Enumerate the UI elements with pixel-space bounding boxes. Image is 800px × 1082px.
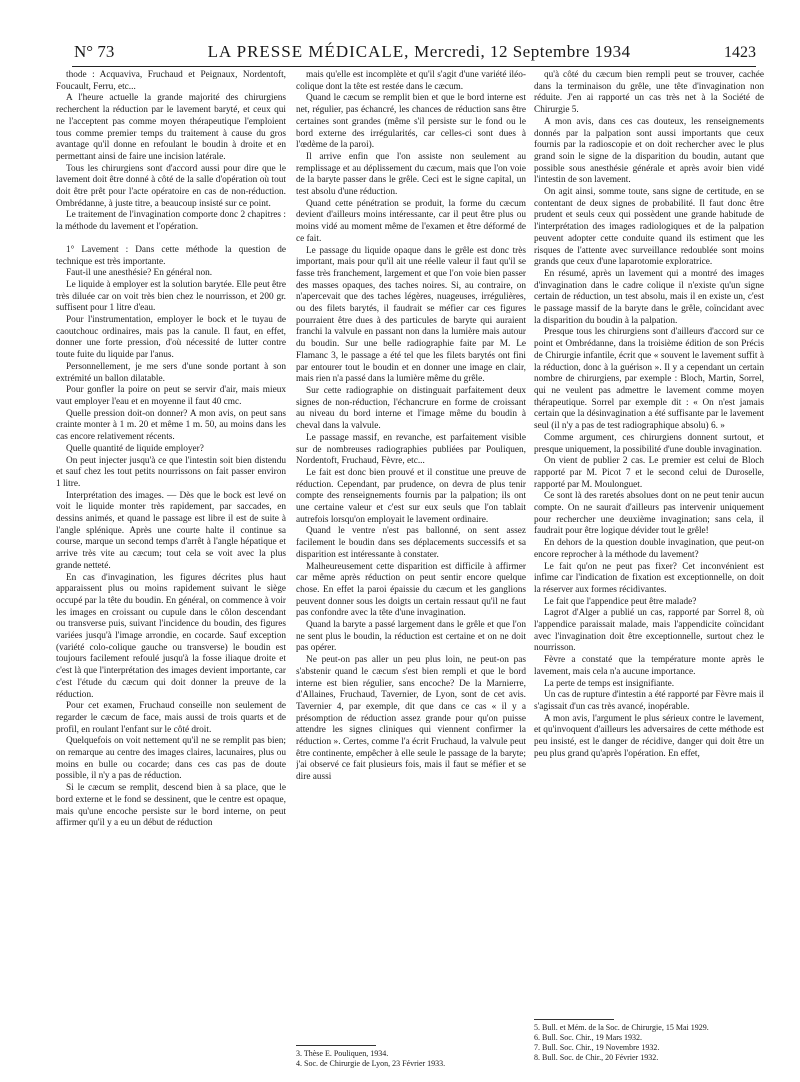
footnote: 7. Bull. Soc. Chir., 19 Novembre 1932. xyxy=(534,1043,660,1052)
header-rule xyxy=(72,66,756,67)
paragraph: Personnellement, je me sers d'une sonde portant à son extrémité un ballon dilatable. xyxy=(56,361,286,384)
issue-number: N° 73 xyxy=(74,42,115,61)
paragraph: Interprétation des images. — Dès que le bock est levé on voit le liquide monter très rapidement, par saccades, en dessins animés, et quand le passage est libre il est de suite à l'angle splénique. Après une courte halte il continue sa course, marque un second temps d'arrêt à l'angle hépatique et arrive très vite au cæcum; tout cela se voit avec la plus grande netteté. xyxy=(56,490,286,571)
column-2 xyxy=(296,70,526,1035)
issue-date: Mercredi, 12 Septembre 1934 xyxy=(414,42,631,61)
paragraph: Pour gonfler la poire on peut se servir d'air, mais mieux vaut employer l'eau et en moyenne il faut 40 cmc. xyxy=(56,385,286,407)
paragraph: Quand le ventre n'est pas ballonné, on sent assez facilement le boudin dans ses déplacements successifs et sa disparition est intéressante à constater. xyxy=(296,526,526,560)
paragraph: Quand la baryte a passé largement dans le grêle et que l'on ne sent plus le boudin, la réduction est certaine et on ne doit pas opérer. xyxy=(296,620,526,654)
paragraph: qu'à côté du cæcum bien rempli peut se trouver, cachée dans la terminaison du grêle, une tête d'invagination non réduite. J'en ai rapporté un cas très net à la Société de Chirurgie 5. xyxy=(534,70,764,116)
paragraph: Le traitement de l'invagination comporte donc 2 chapitres : la méthode du lavement et l'opération. xyxy=(56,210,286,233)
paragraph: Le passage massif, en revanche, est parfaitement visible sur de nombreuses radiographies publiées par Pouliquen, Nordentoft, Fruchaud, Fèvre, etc... xyxy=(296,432,526,467)
paragraph: 1° Lavement : Dans cette méthode la question de technique est très importante. xyxy=(56,244,286,267)
paragraph: Quelle quantité de liquide employer? xyxy=(66,443,204,454)
footnote: 5. Bull. et Mém. de la Soc. de Chirurgie, 15 Mai 1929. xyxy=(534,1023,709,1032)
paragraph: Quand cette pénétration se produit, la forme du cæcum devient d'ailleurs moins intéressante, car il peut être plus ou moins vidé au moment même de l'examen et être déformé de ce fait. xyxy=(296,198,526,244)
footnotes-column-2 xyxy=(296,1040,526,1069)
paragraph: Comme argument, ces chirurgiens donnent surtout, et presque uniquement, la possibilité d'une double invagination. xyxy=(534,432,764,455)
footnote-rule xyxy=(534,1019,614,1020)
paragraph: Malheureusement cette disparition est difficile à affirmer car même après réduction on peut sentir encore quelque chose. En effet la paroi épaissie du cæcum et les ganglions peuvent donner sous les doigts un certain ressaut qu'il ne faut pas confondre avec la tête d'une invagination. xyxy=(296,561,526,619)
paragraph: Faut-il une anesthésie? En général non. xyxy=(66,268,213,279)
paragraph: Si le cæcum se remplit, descend bien à sa place, que le bord externe et le fond se dessinent, que le centre est opaque, mais qu'une encoche persiste sur le bord interne, on peut affirmer qu'il y a eu un début de réduction xyxy=(56,783,286,829)
paragraph: Le fait que l'appendice peut être malade? xyxy=(544,596,697,607)
footnote: 4. Soc. de Chirurgie de Lyon, 23 Février 1933. xyxy=(296,1059,446,1068)
paragraph: Ne peut-on pas aller un peu plus loin, ne peut-on pas s'abstenir quand le cæcum s'est bien rempli et que le bord interne est bien régulier, sans encoche? De la Marnierre, d'Allaines, Fruchaud, Tavernier, de Lyon, sont de cet avis. Tavernier 4, par exemple, dit que dans ce cas « il y a présomption de réduction assez grande pour qu'on puisse attendre les signes cliniques qui viennent confirmer la réduction ». Certes, comme l'a écrit Fruchaud, la valvule peut être continente, empêcher à elle seule le passage de la baryte; j'ai observé ce fait plusieurs fois, mais il faut se méfier et se dire aussi xyxy=(296,655,526,783)
footnote: 6. Bull. Soc. Chir., 19 Mars 1932. xyxy=(534,1033,643,1042)
paragraph: Quand le cæcum se remplit bien et que le bord interne est net, régulier, pas échancré, les chances de réduction sans être certaines sont grandes (même s'il persiste sur le fond ou le bord externe des irrégularités, car celles-ci sont dues à l'œdème de la paroi). xyxy=(296,93,526,151)
footnote: 8. Bull. Soc. de Chir., 20 Février 1932. xyxy=(534,1053,659,1062)
paragraph: Un cas de rupture d'intestin a été rapporté par Fèvre mais il s'agissait d'un cas très avancé, inopérable. xyxy=(534,690,764,712)
paragraph: En résumé, après un lavement qui a montré des images d'invagination dans le cadre colique il n'existe qu'un signe certain de réduction, un test absolu, mais il en existe un, c'est le passage massif de la baryte dans le grêle, coïncidant avec la disparition du boudin à la palpation. xyxy=(534,268,764,326)
paragraph: En cas d'invagination, les figures décrites plus haut apparaissent plus ou moins rapidement suivant le siège occupé par la tête du boudin. En général, on commence à voir les images en croissant ou cupule dans le côlon descendant ou transverse puis, suivant l'incidence du boudin, des figures variées jusqu'à l'image arrondie, en cocarde. Sauf exception (variété colo-colique gauche ou transverse) le boudin est toujours facilement refoulé jusqu'à la fosse iliaque droite et c'est là que l'interprétation des images devient importante, car c'est l'étude du cæcum qui doit donner la preuve de la réduction. xyxy=(56,572,286,700)
paragraph: A mon avis, l'argument le plus sérieux contre le lavement, et qu'invoquent d'ailleurs les adversaires de cette méthode est peu insisté, est le danger de récidive, danger qui doit être un peu plus grand qu'après l'opération. En effet, xyxy=(534,713,764,759)
footnote-rule xyxy=(296,1045,376,1046)
footnote: 3. Thèse E. Pouliquen, 1934. xyxy=(296,1049,389,1058)
paragraph: Le fait est donc bien prouvé et il constitue une preuve de réduction. Cependant, par prudence, on devra de plus tenir compte des renseignements fournis par la palpation; ils ont une certaine valeur et c'est sur eux seuls que l'on tablait autrefois lorsqu'on employait le lavement ordinaire. xyxy=(296,467,526,525)
journal-title-line xyxy=(208,42,631,62)
paragraph: On agit ainsi, somme toute, sans signe de certitude, en se contentant de deux signes de probabilité. Il faut donc être prudent et seuls ceux qui possèdent une grande habitude de l'interprétation des images radiologiques et de la palpation peuvent adopter cette conduite quand ils estiment que les risques de l'attente avec surveillance redoublée sont moins grands que ceux d'une laparotomie exploratrice. xyxy=(534,187,764,268)
journal-name: LA PRESSE MÉDICALE, xyxy=(207,42,410,61)
paragraph: Il arrive enfin que l'on assiste non seulement au remplissage et au déplissement du cæcum, mais que l'on voie de la baryte passer dans le grêle. Ceci est le signe capital, un test absolu d'une réduction. xyxy=(296,151,526,198)
paragraph: Sur cette radiographie on distinguait parfaitement deux signes de non-réduction, l'échancrure en forme de croissant au niveau du bord interne et l'image même du boudin à cheval dans la valvule. xyxy=(296,385,526,432)
paragraph: Pour cet examen, Fruchaud conseille non seulement de regarder le cæcum de face, mais aussi de trois quarts et de profil, en roulant l'enfant sur le côté droit. xyxy=(56,701,286,735)
paragraph: Le fait qu'on ne peut pas fixer? Cet inconvénient est infime car l'indication de fixation est exceptionnelle, on doit la réserver aux formes récidivantes. xyxy=(534,561,764,595)
paragraph: Le passage du liquide opaque dans le grêle est donc très important, mais pour qu'il ait une réelle valeur il faut qu'il se fasse très franchement, largement et que l'on voie bien passer des masses opaques, des taches noires. Si, au contraire, on n'apercevait que des taches légères, nuageuses, irrégulières, ou des filets barytés, il faudrait se méfier car ces figures pourraient être dues à des particules de baryte qui auraient franchi la valvule en passant non dans la lumière mais autour du boudin. Sur une belle radiographie faite par M. Le Flamanc 3, le passage a été tel que les filets barytés ont fini par entourer tout le boudin et en donner une image en clair, mais rien n'a passé dans la lumière même du grêle. xyxy=(296,245,526,385)
paragraph: En dehors de la question double invagination, que peut-on encore reprocher à la méthode du lavement? xyxy=(534,538,764,560)
paragraph: mais qu'elle est incomplète et qu'il s'agit d'une variété iléo-colique dont la tête est restée dans le cæcum. xyxy=(296,70,526,92)
paragraph: On vient de publier 2 cas. Le premier est celui de Bloch rapporté par M. Picot 7 et le second celui de Duroselle, rapporté par M. Moulonguet. xyxy=(534,456,764,490)
paragraph: On peut injecter jusqu'à ce que l'intestin soit bien distendu et sauf chez les tout petits nourrissons on fait passer environ 1 litre. xyxy=(56,455,286,489)
paragraph: Quelle pression doit-on donner? A mon avis, on peut sans crainte monter à 1 m. 20 et même 1 m. 50, au moins dans les cas encore relativement récents. xyxy=(56,408,286,443)
paragraph: Lagrot d'Alger a publié un cas, rapporté par Sorrel 8, où l'appendice paraissait malade, mais l'appendicite coïncidant avec l'invagination doit être exceptionnelle, surtout chez le nourrisson. xyxy=(534,608,764,654)
paragraph: A l'heure actuelle la grande majorité des chirurgiens recherchent la réduction par le lavement baryté, et ceux qui ne l'acceptent pas comme moyen thérapeutique l'emploient tous comme premier temps du traitement à cause du gros avantage qu'il donne en refoulant le boudin à droite et en permettant ainsi de faire une incision latérale. xyxy=(56,93,286,162)
paragraph: La perte de temps est insignifiante. xyxy=(544,678,675,689)
footnotes-column-3 xyxy=(534,1014,764,1063)
paragraph: Pour l'instrumentation, employer le bock et le tuyau de caoutchouc ordinaires, mais pas la canule. Il faut, en effet, donner une forte pression, d'où nécessité de lutter contre toute fuite du liquide par l'anus. xyxy=(56,315,286,361)
paragraph: Quelquefois on voit nettement qu'il ne se remplit pas bien; on remarque au centre des images claires, lacunaires, plus ou moins en bulle ou cocarde; dans ces cas pas de doute possible, il n'y a pas de réduction. xyxy=(56,736,286,782)
paragraph: Ce sont là des raretés absolues dont on ne peut tenir aucun compte. On ne saurait d'ailleurs pas intervenir uniquement pour rechercher une deuxième invagination; sans cela, il faudrait pour être logique dévider tout le grêle! xyxy=(534,491,764,537)
paragraph: thode : Acquaviva, Fruchaud et Peignaux, Nordentoft, Foucault, Ferru, etc... xyxy=(56,70,286,92)
paragraph-gap xyxy=(56,234,286,245)
paragraph: Fèvre a constaté que la température monte après le lavement, mais cela n'a aucune importance. xyxy=(534,655,764,677)
paragraph: Tous les chirurgiens sont d'accord aussi pour dire que le lavement doit être donné à côté de la salle d'opération où tout doit être prêt pour l'acte opératoire en cas de non-réduction. Ombrédanne, à juste titre, a beaucoup insisté sur ce point. xyxy=(56,163,286,209)
paragraph: A mon avis, dans ces cas douteux, les renseignements donnés par la palpation sont aussi importants que ceux fournis par la radioscopie et on doit rechercher avec le plus grand soin le signe de la disparition du boudin, autant que possible sous anesthésie générale et après avoir bien vidé l'intestin de son lavement. xyxy=(534,116,764,186)
column-1 xyxy=(56,70,286,1080)
paragraph: Le liquide à employer est la solution barytée. Elle peut être très diluée car on voit très bien chez le nourrisson, et 200 gr. suffisent pour 1 litre d'eau. xyxy=(56,279,286,314)
page-header xyxy=(74,42,756,64)
paragraph: Presque tous les chirurgiens sont d'ailleurs d'accord sur ce point et Ombrédanne, dans la troisième édition de son Précis de Chirurgie infantile, écrit que « souvent le lavement suffit à la réduction, donc à la guérison ». Il y a cependant un certain nombre de chirurgiens, par exemple : Bloch, Martin, Sorrel, qui ne veulent pas admettre le lavement comme moyen thérapeutique. Sorrel par exemple dit : « On n'est jamais certain que la désinvagination a été suffisante par le lavement seul (il n'y a pas de test radiographique absolu) 6. » xyxy=(534,327,764,432)
column-3 xyxy=(534,70,764,1010)
page-number: 1423 xyxy=(723,44,756,61)
